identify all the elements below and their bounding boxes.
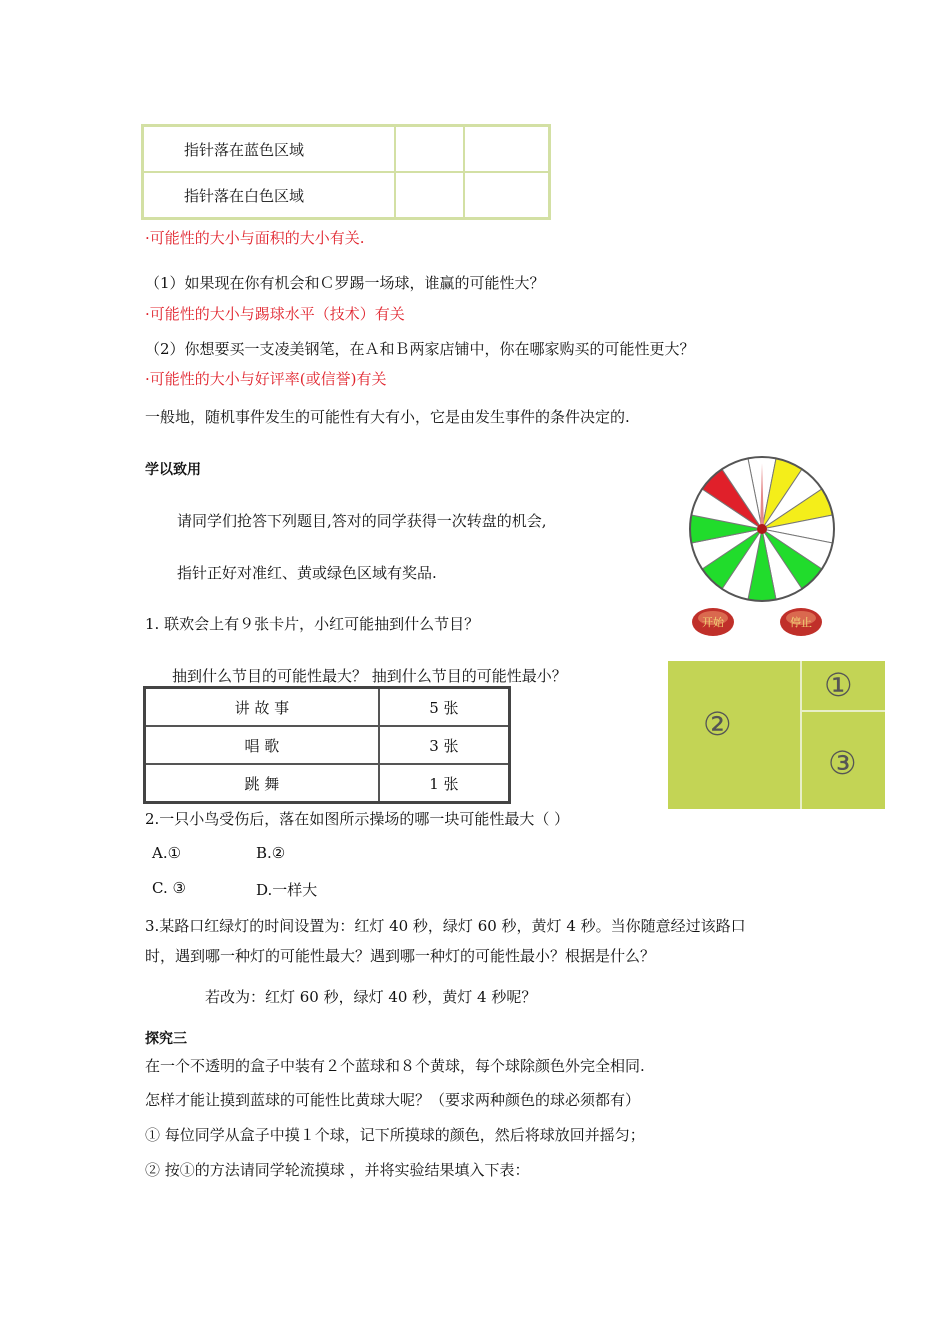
divider	[800, 710, 885, 712]
table-cell	[464, 172, 550, 219]
table-cell: 指针落在蓝色区域	[143, 126, 396, 173]
table-row	[143, 172, 550, 219]
problem-2: 2.一只小鸟受伤后，落在如图所示操场的哪一块可能性最大（ ）	[145, 810, 570, 828]
divider	[800, 661, 802, 809]
note-rating: ·可能性的大小与好评率(或信誉)有关	[145, 370, 387, 388]
section-title-apply: 学以致用	[145, 462, 201, 478]
table-row	[143, 126, 550, 173]
table-cell: 指针落在白色区域	[143, 172, 396, 219]
explore-line: 怎样才能让摸到蓝球的可能性比黄球大呢？（要求两种颜色的球必须都有）	[145, 1091, 641, 1109]
note-area: ·可能性的大小与面积的大小有关.	[145, 229, 365, 247]
explore-line: ② 按①的方法请同学轮流摸球 ，并将实验结果填入下表：	[145, 1161, 530, 1179]
intro-text: 指针正好对准红、黄或绿色区域有奖品.	[177, 564, 437, 582]
table-cell: 5 张	[379, 688, 510, 727]
region-2-label: ②	[703, 705, 732, 743]
probability-table	[141, 124, 551, 220]
spinner-wheel	[685, 452, 840, 642]
table-cell: 1 张	[379, 764, 510, 803]
problem-1: 1. 联欢会上有９张卡片，小红可能抽到什么节目？	[145, 615, 480, 633]
stop-button[interactable]	[780, 608, 822, 636]
start-label: 开始	[702, 616, 724, 629]
problem-3-cont: 时，遇到哪一种灯的可能性最大？遇到哪一种灯的可能性最小？根据是什么？	[145, 947, 656, 965]
intro-text: 请同学们抢答下列题目,答对的同学获得一次转盘的机会,	[177, 512, 547, 530]
playground-diagram	[668, 661, 885, 809]
option-a: A.①	[152, 844, 182, 862]
stop-label: 停止	[790, 616, 812, 629]
table-row	[145, 726, 510, 764]
spinner-hub	[757, 524, 767, 534]
region-1-label: ①	[824, 666, 853, 704]
explore-line: 在一个不透明的盒子中装有２个蓝球和８个黄球，每个球除颜色外完全相同.	[145, 1057, 645, 1075]
problem-3-variant: 若改为：红灯 60 秒，绿灯 40 秒，黄灯 4 秒呢？	[205, 988, 537, 1006]
summary-text: 一般地，随机事件发生的可能性有大有小，它是由发生事件的条件决定的.	[145, 408, 630, 426]
question-1: （1）如果现在你有机会和Ｃ罗踢一场球，谁赢的可能性大？	[145, 274, 545, 292]
option-b: B.②	[256, 844, 286, 862]
region-3-label: ③	[828, 744, 857, 782]
start-button[interactable]	[692, 608, 734, 636]
table-row	[145, 764, 510, 803]
table-cell	[395, 172, 464, 219]
explore-line: ① 每位同学从盒子中摸１个球，记下所摸球的颜色，然后将球放回并摇匀；	[145, 1126, 645, 1144]
card-table	[143, 686, 511, 804]
option-d: D.一样大	[256, 881, 318, 899]
table-cell	[464, 126, 550, 173]
table-cell: 跳 舞	[145, 764, 379, 803]
table-cell: 3 张	[379, 726, 510, 764]
option-c: C. ③	[152, 879, 186, 897]
table-row	[145, 688, 510, 727]
problem-3: 3.某路口红绿灯的时间设置为：红灯 40 秒，绿灯 60 秒，黄灯 4 秒。当你随意经过该路口	[145, 917, 746, 935]
section-title-explore: 探究三	[145, 1031, 187, 1047]
table-cell: 唱 歌	[145, 726, 379, 764]
table-cell: 讲 故 事	[145, 688, 379, 727]
question-2: （2）你想要买一支凌美钢笔，在Ａ和Ｂ两家店铺中，你在哪家购买的可能性更大？	[145, 340, 695, 358]
note-skill: ·可能性的大小与踢球水平（技术）有关	[145, 305, 405, 323]
table-cell	[395, 126, 464, 173]
problem-1-sub: 抽到什么节目的可能性最大？ 抽到什么节目的可能性最小？	[172, 667, 567, 685]
